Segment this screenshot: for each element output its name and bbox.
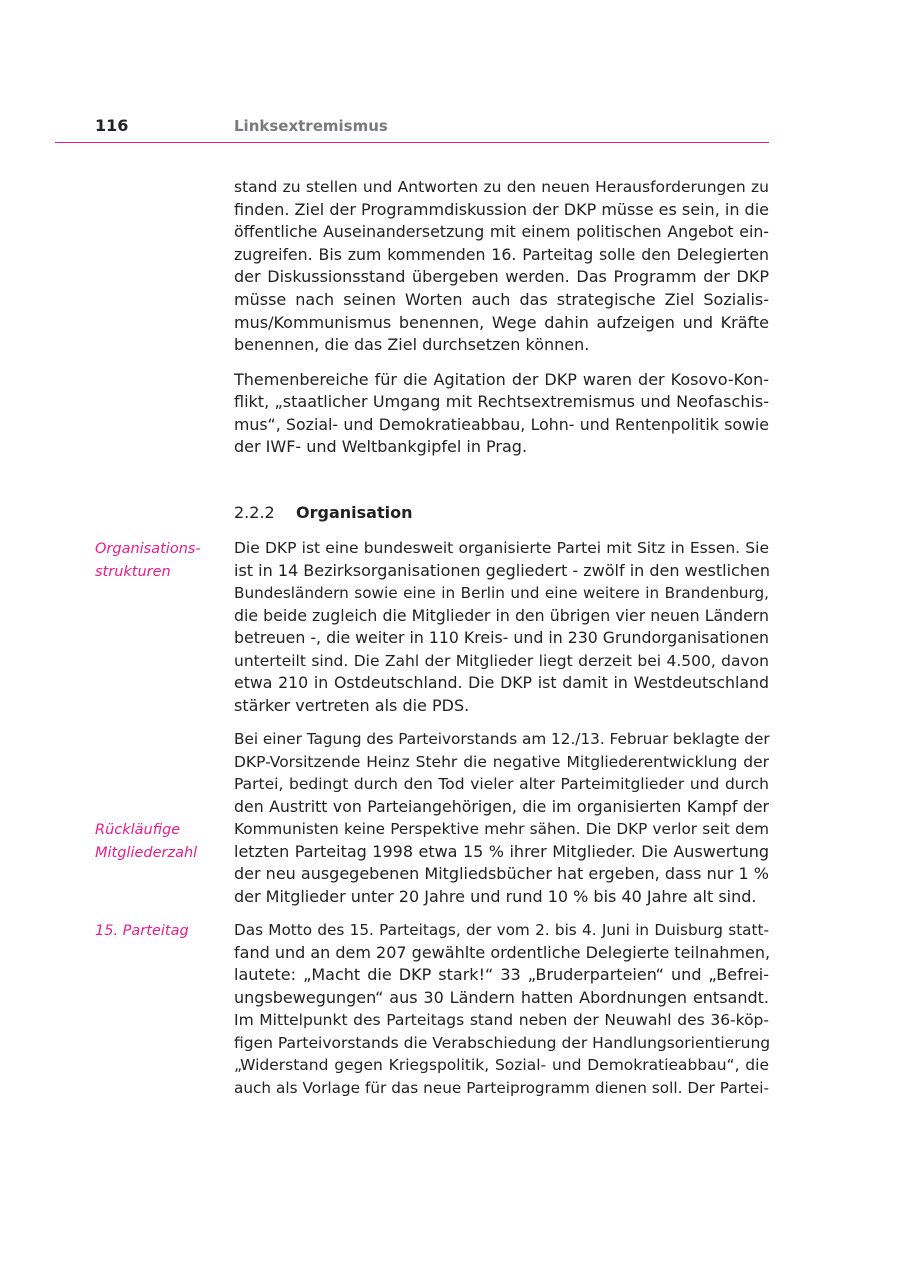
section-heading bbox=[234, 502, 412, 525]
section-number: 2.2.2 bbox=[234, 503, 275, 522]
text-line: benennen, die das Ziel durchsetzen können. bbox=[234, 335, 590, 354]
text-line: DKP-Vorsitzende Heinz Stehr die negative Mitgliederentwicklung der bbox=[234, 753, 769, 771]
text-line: fand und an dem 207 gewählte ordentliche Delegierte teilnahmen, bbox=[234, 943, 771, 962]
text-line: mus“, Sozial- und Demokratieabbau, Lohn- und Rentenpolitik sowie bbox=[234, 415, 769, 434]
text-line: müsse nach seinen Worten auch das strategische Ziel Sozialis- bbox=[234, 290, 769, 309]
text-line: der IWF- und Weltbankgipfel in Prag. bbox=[234, 437, 528, 456]
text-line: flikt, „staatlicher Umgang mit Rechtsextremismus und Neofaschis- bbox=[234, 392, 769, 411]
text-line: Das Motto des 15. Parteitags, der vom 2. bis 4. Juni in Duisburg statt- bbox=[234, 921, 769, 939]
text-line: Kommunisten keine Perspektive mehr sähen. Die DKP verlor seit dem bbox=[234, 820, 769, 838]
text-line: figen Parteivorstands die Verabschiedung der Handlungsorientierung bbox=[234, 1034, 771, 1052]
text-line: mus/Kommunismus benennen, Wege dahin aufzeigen und Kräfte bbox=[234, 313, 769, 332]
margin-note-organisationsstrukturen-line2: strukturen bbox=[95, 564, 171, 580]
text-line: öffentliche Auseinandersetzung mit einem politischen Angebot ein- bbox=[234, 222, 769, 241]
text-line: letzten Parteitag 1998 etwa 15 % ihrer Mitglieder. Die Auswertung bbox=[234, 842, 769, 861]
text-line: Partei, bedingt durch den Tod vieler alter Parteimitglieder und durch bbox=[234, 775, 769, 793]
margin-note-mitgliederzahl-line1: Rückläufige bbox=[95, 822, 181, 838]
header-rule bbox=[55, 142, 769, 143]
text-line: unterteilt sind. Die Zahl der Mitglieder liegt derzeit bei 4.500, davon bbox=[234, 652, 769, 670]
section-title: Organisation bbox=[296, 503, 413, 522]
text-line: der neu ausgegebenen Mitgliedsbücher hat ergeben, dass nur 1 % bbox=[234, 864, 769, 883]
text-line: Die DKP ist eine bundesweit organisierte Partei mit Sitz in Essen. Sie bbox=[234, 539, 769, 557]
text-line: Themenbereiche für die Agitation der DKP waren der Kosovo-Kon- bbox=[234, 370, 769, 389]
text-line: ist in 14 Bezirksorganisationen gegliedert - zwölf in den westlichen bbox=[234, 561, 770, 580]
page-number: 116 bbox=[95, 116, 129, 135]
margin-note-parteitag: 15. Parteitag bbox=[95, 923, 189, 939]
text-line: etwa 210 in Ostdeutschland. Die DKP ist damit in Westdeutschland bbox=[234, 673, 769, 692]
running-title: Linksextremismus bbox=[234, 117, 388, 135]
text-line: auch als Vorlage für das neue Parteiprogramm dienen soll. Der Partei- bbox=[234, 1079, 769, 1097]
text-line: betreuen -, die weiter in 110 Kreis- und in 230 Grundorganisationen bbox=[234, 628, 769, 647]
text-line: „Widerstand gegen Kriegspolitik, Sozial- und Demokratieabbau“, die bbox=[234, 1056, 769, 1074]
text-line: der Diskussionsstand übergeben werden. Das Programm der DKP bbox=[234, 267, 769, 286]
text-line: lautete: „Macht die DKP stark!“ 33 „Bruderparteien“ und „Befrei- bbox=[234, 965, 769, 984]
text-line: Bundesländern sowie eine in Berlin und eine weitere in Brandenburg, bbox=[234, 584, 769, 602]
text-line: finden. Ziel der Programmdiskussion der DKP müsse es sein, in die bbox=[234, 200, 769, 219]
margin-note-organisationsstrukturen-line1: Organisations- bbox=[95, 541, 201, 557]
margin-note-mitgliederzahl-line2: Mitgliederzahl bbox=[95, 845, 198, 861]
text-line: die beide zugleich die Mitglieder in den übrigen vier neuen Ländern bbox=[234, 606, 769, 625]
text-line: den Austritt von Parteiangehörigen, die im organisierten Kampf der bbox=[234, 797, 769, 816]
text-line: ungsbewegungen“ aus 30 Ländern hatten Abordnungen entsandt. bbox=[234, 988, 769, 1007]
text-line: stand zu stellen und Antworten zu den neuen Herausforderungen zu bbox=[234, 178, 769, 196]
text-line: Im Mittelpunkt des Parteitags stand neben der Neuwahl des 36-köp- bbox=[234, 1011, 769, 1029]
text-line: stärker vertreten als die PDS. bbox=[234, 696, 470, 715]
text-line: Bei einer Tagung des Parteivorstands am 12./13. Februar beklagte der bbox=[234, 730, 770, 748]
text-line: zugreifen. Bis zum kommenden 16. Parteitag solle den Delegierten bbox=[234, 245, 769, 264]
text-line: der Mitglieder unter 20 Jahre und rund 10 % bis 40 Jahre alt sind. bbox=[234, 887, 757, 906]
